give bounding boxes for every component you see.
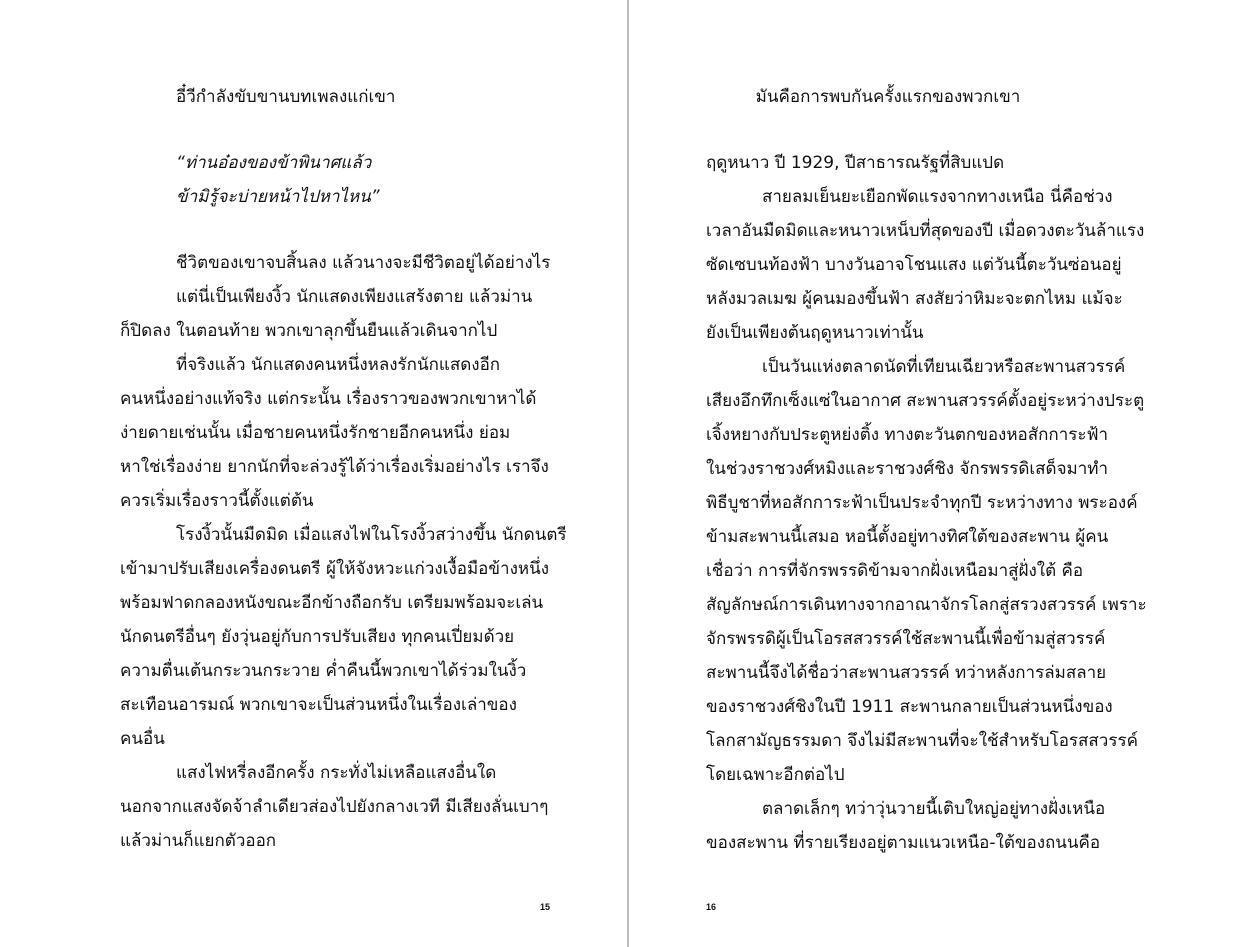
body-line: เข้ามาปรับเสียงเครื่องดนตรี ผู้ให้จังหวะแก่วงเงื้อมือข้างหนึ่ง <box>120 559 549 579</box>
body-line: แต่นี่เป็นเพียงงิ้ว นักแสดงเพียงแสร้งตาย แล้วม่าน <box>176 287 533 307</box>
gutter-divider <box>627 0 629 947</box>
body-line: เสียงอึกทึกเซ็งแซ่ในอากาศ สะพานสวรรค์ตั้งอยู่ระหว่างประตู <box>706 391 1145 411</box>
body-line: หลังมวลเมฆ ผู้คนมองขึ้นฟ้า สงสัยว่าหิมะจะตกไหม แม้จะ <box>706 289 1123 309</box>
body-line: เวลาอันมืดมิดและหนาวเหน็บที่สุดของปี เมื่อดวงตะวันล้าแรง <box>706 221 1145 241</box>
body-line: ที่จริงแล้ว นักแสดงคนหนึ่งหลงรักนักแสดงอีก <box>176 355 501 375</box>
body-line: คนอื่น <box>120 729 165 749</box>
left-body-text <box>120 246 567 858</box>
right-body-text <box>706 146 1146 860</box>
body-line: เจิ้งหยางกับประตูหย่งติ้ง ทางตะวันตกของหอสักการะฟ้า <box>706 425 1109 445</box>
body-line: ข้ามสะพานนี้เสมอ หอนี้ตั้งอยู่ทางทิศใต้ของสะพาน ผู้คน <box>706 527 1109 547</box>
left-verse-block <box>176 146 556 214</box>
body-line: สัญลักษณ์การเดินทางจากอาณาจักรโลกสู่สรวงสวรรค์ เพราะ <box>706 595 1147 615</box>
body-line: ตลาดเล็กๆ ทว่าวุ่นวายนี้เติบใหญ่อยู่ทางฝั่งเหนือ <box>762 799 1106 819</box>
verse-line: ข้ามิรู้จะบ่ายหน้าไปหาไหน” <box>176 187 380 207</box>
body-line: นักดนตรีอื่นๆ ยังวุ่นอยู่กับการปรับเสียง ทุกคนเปี่ยมด้วย <box>120 627 515 647</box>
body-line: พร้อมฟาดกลองหนังขณะอีกข้างถือกรับ เตรียมพร้อมจะเล่น <box>120 593 544 613</box>
verse-line: “ท่านอ๋องของข้าพินาศแล้ว <box>176 153 372 173</box>
left-heading-block <box>176 80 556 114</box>
body-line: หาใช่เรื่องง่าย ยากนักที่จะล่วงรู้ได้ว่าเรื่องเริ่มอย่างไร เราจึง <box>120 457 549 477</box>
left-page <box>0 0 627 947</box>
page-number-15: 15 <box>540 902 551 912</box>
body-line: ซัดเซบนท้องฟ้า บางวันอาจโชนแสง แต่วันนี้ตะวันซ่อนอยู่ <box>706 255 1122 275</box>
body-line: คนหนึ่งอย่างแท้จริง แต่กระนั้น เรื่องราวของพวกเขาหาได้ <box>120 389 537 409</box>
body-line: ฤดูหนาว ปี 1929, ปีสาธารณรัฐที่สิบแปด <box>706 153 1005 173</box>
body-line: ความตื่นเต้นกระวนกระวาย ค่ำคืนนี้พวกเขาได้ร่วมในงิ้ว <box>120 661 527 681</box>
body-line: โลกสามัญธรรมดา จึงไม่มีสะพานที่จะใช้สำหรับโอรสสวรรค์ <box>706 731 1138 751</box>
body-line: ง่ายดายเช่นนั้น เมื่อชายคนหนึ่งรักชายอีกคนหนึ่ง ย่อม <box>120 423 511 443</box>
body-line: ยังเป็นเพียงต้นฤดูหนาวเท่านั้น <box>706 323 924 343</box>
body-line: จักรพรรดิผู้เป็นโอรสสวรรค์ใช้สะพานนี้เพื่อข้ามสู่สวรรค์ <box>706 629 1106 649</box>
right-heading-block <box>630 80 1146 114</box>
body-line: ในช่วงราชวงศ์หมิงและราชวงศ์ชิง จักรพรรดิเสด็จมาทำ <box>706 459 1109 479</box>
body-line: สะเทือนอารมณ์ พวกเขาจะเป็นส่วนหนึ่งในเรื่องเล่าของ <box>120 695 517 715</box>
body-line: ควรเริ่มเรื่องราวนี้ตั้งแต่ต้น <box>120 491 314 511</box>
body-line: โดยเฉพาะอีกต่อไป <box>706 765 845 785</box>
right-page-heading: มันคือการพบกันครั้งแรกของพวกเขา <box>755 87 1021 107</box>
body-line: แล้วม่านก็แยกตัวออก <box>120 831 277 851</box>
body-line: ของสะพาน ที่รายเรียงอยู่ตามแนวเหนือ-ใต้ของถนนคือ <box>706 833 1101 853</box>
body-line: พิธีบูชาที่หอสักการะฟ้าเป็นประจำทุกปี ระหว่างทาง พระองค์ <box>706 493 1138 513</box>
body-line: ก็ปิดลง ในตอนท้าย พวกเขาลุกขึ้นยืนแล้วเดินจากไป <box>120 321 498 341</box>
body-line: โรงงิ้วนั้นมืดมิด เมื่อแสงไฟในโรงงิ้วสว่างขึ้น นักดนตรี <box>176 525 567 545</box>
page-number-16: 16 <box>706 902 717 912</box>
left-page-heading: อี๋วีกำลังขับขานบทเพลงแก่เขา <box>176 87 396 107</box>
right-page <box>630 0 1257 947</box>
body-line: แสงไฟหรี่ลงอีกครั้ง กระทั่งไม่เหลือแสงอื่นใด <box>176 763 497 783</box>
body-line: เป็นวันแห่งตลาดนัดที่เทียนเฉียวหรือสะพานสวรรค์ <box>762 357 1126 377</box>
body-line: นอกจากแสงจัดจ้าลำเดียวส่องไปยังกลางเวที มีเสียงลั่นเบาๆ <box>120 797 549 817</box>
body-line: ชีวิตของเขาจบสิ้นลง แล้วนางจะมีชีวิตอยู่ได้อย่างไร <box>176 253 551 273</box>
body-line: สายลมเย็นยะเยือกพัดแรงจากทางเหนือ นี่คือช่วง <box>762 187 1113 207</box>
body-line: สะพานนี้จึงได้ชื่อว่าสะพานสวรรค์ ทว่าหลังการล่มสลาย <box>706 663 1107 683</box>
body-line: เชื่อว่า การที่จักรพรรดิข้ามจากฝั่งเหนือมาสู่ฝั่งใต้ คือ <box>706 561 1084 581</box>
body-line: ของราชวงศ์ชิงในปี 1911 สะพานกลายเป็นส่วนหนึ่งของ <box>706 697 1113 717</box>
